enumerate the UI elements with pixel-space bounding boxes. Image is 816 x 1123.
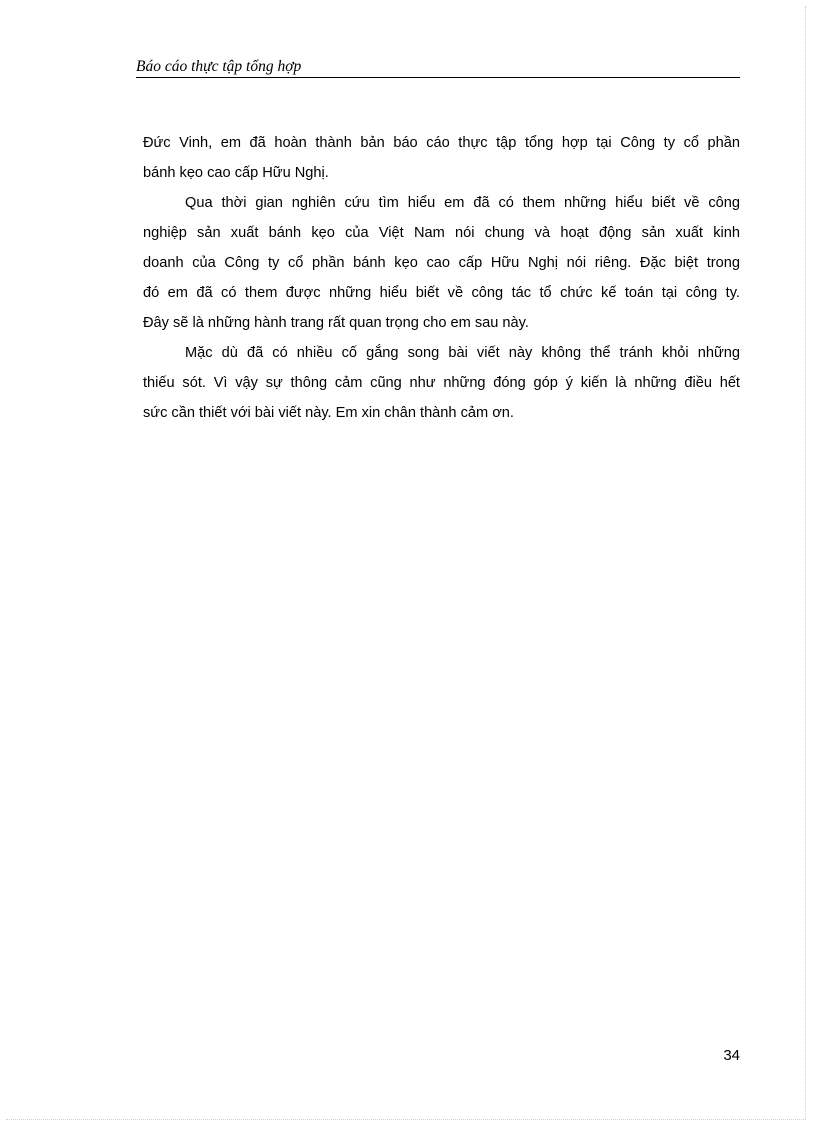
paragraph-line: bánh kẹo cao cấp Hữu Nghị. <box>143 165 329 181</box>
page-number: 34 <box>723 1047 740 1064</box>
body-text <box>143 128 740 428</box>
paragraph-line: nghiệp sản xuất bánh kẹo của Việt Nam nói chung và hoạt động sản xuất kinh <box>143 225 740 241</box>
paragraph-line: Qua thời gian nghiên cứu tìm hiểu em đã có them những hiểu biết về công <box>185 195 740 211</box>
paragraph-line: đó em đã có them được những hiểu biết về công tác tổ chức kế toán tại công ty. <box>143 285 740 301</box>
paragraph-line: sức cần thiết với bài viết này. Em xin chân thành cảm ơn. <box>143 405 514 421</box>
paragraph-line: Đức Vinh, em đã hoàn thành bản báo cáo thực tập tổng hợp tại Công ty cổ phần <box>143 135 740 151</box>
paragraph-line: thiếu sót. Vì vậy sự thông cảm cũng như những đóng góp ý kiến là những điều hết <box>143 375 740 391</box>
paragraph-line: doanh của Công ty cổ phần bánh kẹo cao cấp Hữu Nghị nói riêng. Đặc biệt trong <box>143 255 740 271</box>
paragraph-line: Mặc dù đã có nhiều cố gắng song bài viết này không thể tránh khỏi những <box>185 345 740 361</box>
running-header: Báo cáo thực tập tổng hợp <box>136 57 740 78</box>
paragraph-line: Đây sẽ là những hành trang rất quan trọng cho em sau này. <box>143 315 529 331</box>
